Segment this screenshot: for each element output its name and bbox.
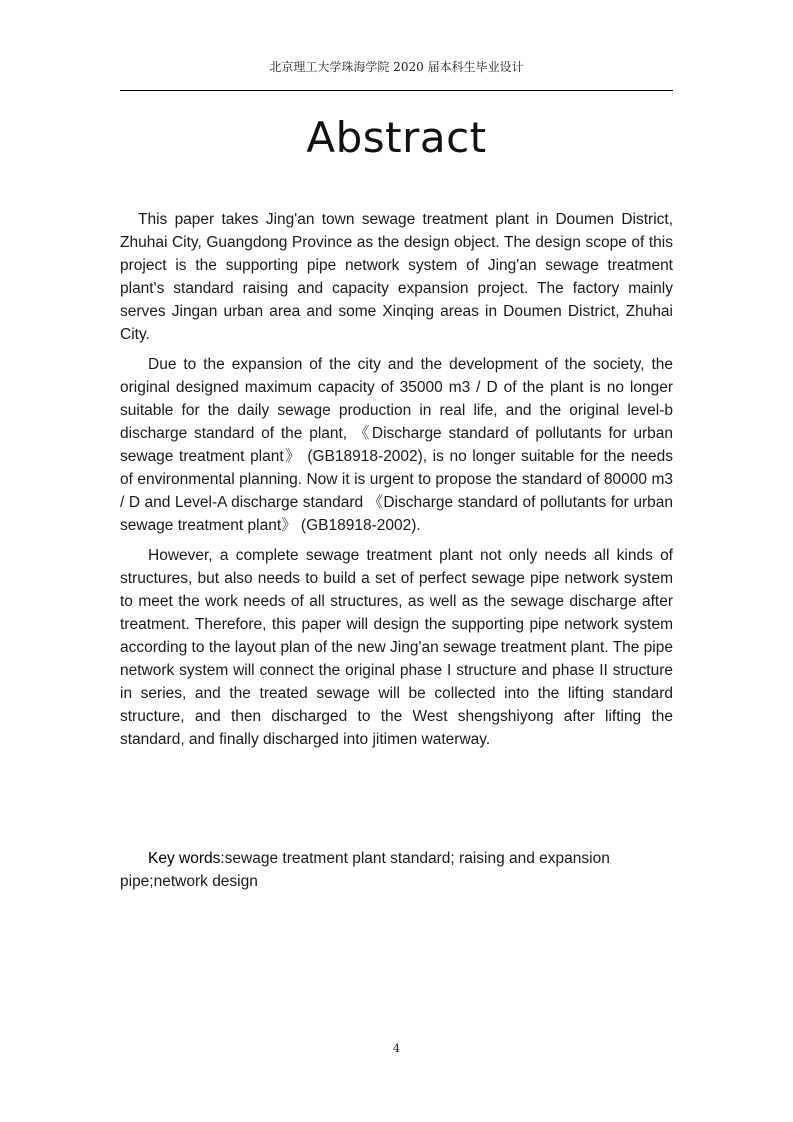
abstract-body (120, 208, 673, 758)
abstract-paragraph-1: This paper takes Jing'an town sewage treatment plant in Doumen District, Zhuhai City, Guangdong Province as the design object. The design scope of this project is the supporting pipe network system of Jing'an sewage treatment plant's standard raising and capacity expansion project. The factory mainly serves Jingan urban area and some Xinqing areas in Doumen District, Zhuhai City. (120, 211, 673, 343)
page-title: Abstract (306, 113, 487, 162)
page-header: 北京理工大学珠海学院 2020 届本科生毕业设计 (269, 60, 524, 74)
page-number: 4 (393, 1042, 400, 1055)
keywords-text: :sewage treatment plant standard; raising and expansion pipe;network design (120, 850, 610, 890)
keywords-line (120, 847, 673, 893)
header-divider (120, 90, 673, 91)
abstract-paragraph-2: Due to the expansion of the city and the development of the society, the original designed maximum capacity of 35000 m3 / D of the plant is no longer suitable for the daily sewage production in real life, and the original level-b discharge standard of the plant, 《Discharge standard of pollutants for urban sewage treatment plant》 (GB18918-2002), is no longer suitable for the needs of environmental planning. Now it is urgent to propose the standard of 80000 m3 / D and Level-A discharge standard 《Discharge standard of pollutants for urban sewage treatment plant》 (GB18918-2002). (120, 356, 673, 534)
abstract-paragraph-3: However, a complete sewage treatment plant not only needs all kinds of structures, but also needs to build a set of perfect sewage pipe network system to meet the work needs of all structures, as well as the sewage discharge after treatment. Therefore, this paper will design the supporting pipe network system according to the layout plan of the new Jing'an sewage treatment plant. The pipe network system will connect the original phase I structure and phase II structure in series, and the treated sewage will be collected into the lifting standard structure, and then discharged to the West shengshiyong after lifting the standard, and finally discharged into jitimen waterway. (120, 547, 673, 748)
keywords-label: Key words (148, 850, 221, 867)
